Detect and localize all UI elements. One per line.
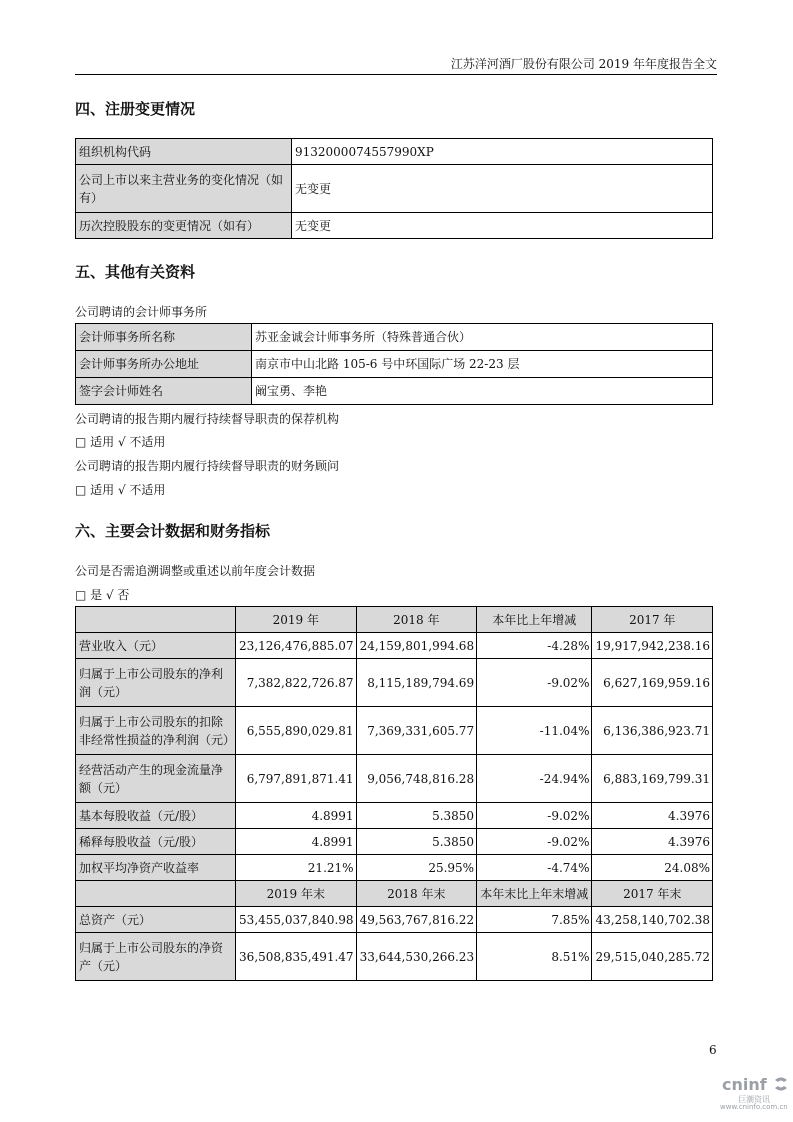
cell-change: -4.28% xyxy=(477,633,592,659)
advisor-choice: □ 适用 √ 不适用 xyxy=(75,483,166,497)
column-header: 本年末比上年末增减 xyxy=(477,881,592,907)
cell-change: -11.04% xyxy=(477,707,592,755)
cell-change: -9.02% xyxy=(477,803,592,829)
cell-2018: 49,563,767,816.22 xyxy=(356,907,477,933)
table-row xyxy=(76,855,713,881)
cell-2018: 24,159,801,994.68 xyxy=(356,633,477,659)
sponsor-choice: □ 适用 √ 不适用 xyxy=(75,435,166,449)
row-label: 公司上市以来主营业务的变化情况（如有） xyxy=(76,165,292,213)
cell-2019: 6,555,890,029.81 xyxy=(236,707,357,755)
row-value: 南京市中山北路 105-6 号中环国际广场 22-23 层 xyxy=(252,351,713,378)
cell-2018: 5.3850 xyxy=(356,829,477,855)
cell-2019: 4.8991 xyxy=(236,829,357,855)
cninfo-logo xyxy=(716,1075,793,1115)
row-label: 会计师事务所办公地址 xyxy=(76,351,252,378)
cell-2017: 24.08% xyxy=(592,855,713,881)
report-header-title: 江苏洋河酒厂股份有限公司 2019 年年度报告全文 xyxy=(450,57,717,71)
table-row xyxy=(76,659,713,707)
restatement-question: 公司是否需追溯调整或重述以前年度会计数据 xyxy=(75,564,316,578)
table-row xyxy=(76,803,713,829)
cell-change: 8.51% xyxy=(477,933,592,981)
row-label: 经营活动产生的现金流量净额（元） xyxy=(76,755,236,803)
row-value: 苏亚金诚会计师事务所（特殊普通合伙） xyxy=(252,324,713,351)
cell-2018: 25.95% xyxy=(356,855,477,881)
column-header: 2018 年 xyxy=(356,607,477,633)
row-label: 归属于上市公司股东的扣除非经常性损益的净利润（元） xyxy=(76,707,236,755)
header-divider xyxy=(75,74,717,75)
cell-2018: 9,056,748,816.28 xyxy=(356,755,477,803)
cell-2018: 5.3850 xyxy=(356,803,477,829)
column-header: 2017 年末 xyxy=(592,881,713,907)
cell-change: -9.02% xyxy=(477,659,592,707)
row-label: 签字会计师姓名 xyxy=(76,378,252,405)
cell-2017: 29,515,040,285.72 xyxy=(592,933,713,981)
row-label: 总资产（元） xyxy=(76,907,236,933)
cell-2017: 4.3976 xyxy=(592,803,713,829)
auditor-table xyxy=(75,323,713,405)
cell-2018: 8,115,189,794.69 xyxy=(356,659,477,707)
row-label: 组织机构代码 xyxy=(76,139,292,165)
sponsor-text: 公司聘请的报告期内履行持续督导职责的保荐机构 xyxy=(75,412,340,426)
row-label: 会计师事务所名称 xyxy=(76,324,252,351)
table-row xyxy=(76,378,713,405)
logo-url: www.cninfo.com.cn xyxy=(720,1103,788,1111)
cell-2017: 6,883,169,799.31 xyxy=(592,755,713,803)
row-value: 阚宝勇、李艳 xyxy=(252,378,713,405)
logo-subtitle: 巨潮资讯 xyxy=(738,1095,770,1104)
registration-change-table xyxy=(75,138,713,239)
section6-heading: 六、主要会计数据和财务指标 xyxy=(75,522,271,540)
row-label: 稀释每股收益（元/股） xyxy=(76,829,236,855)
cell-change: -9.02% xyxy=(477,829,592,855)
cell-2019: 4.8991 xyxy=(236,803,357,829)
auditor-intro: 公司聘请的会计师事务所 xyxy=(75,305,208,319)
column-header: 2017 年 xyxy=(592,607,713,633)
cell-2017: 4.3976 xyxy=(592,829,713,855)
advisor-text: 公司聘请的报告期内履行持续督导职责的财务顾问 xyxy=(75,459,340,473)
table-row xyxy=(76,165,713,213)
row-label: 加权平均净资产收益率 xyxy=(76,855,236,881)
cell-2019: 7,382,822,726.87 xyxy=(236,659,357,707)
page-number: 6 xyxy=(709,1043,717,1057)
table-row xyxy=(76,933,713,981)
column-header xyxy=(76,607,236,633)
logo-wordmark: cninf xyxy=(722,1075,767,1094)
table-row xyxy=(76,213,713,239)
column-header: 本年比上年增减 xyxy=(477,607,592,633)
row-label: 营业收入（元） xyxy=(76,633,236,659)
cell-change: -24.94% xyxy=(477,755,592,803)
cell-change: 7.85% xyxy=(477,907,592,933)
cell-change: -4.74% xyxy=(477,855,592,881)
cell-2019: 6,797,891,871.41 xyxy=(236,755,357,803)
row-value: 无变更 xyxy=(292,213,713,239)
column-header xyxy=(76,881,236,907)
cell-2017: 43,258,140,702.38 xyxy=(592,907,713,933)
cell-2017: 6,627,169,959.16 xyxy=(592,659,713,707)
cell-2018: 33,644,530,266.23 xyxy=(356,933,477,981)
logo-swirl-icon xyxy=(772,1076,790,1092)
row-label: 历次控股股东的变更情况（如有） xyxy=(76,213,292,239)
table-row xyxy=(76,139,713,165)
cell-2017: 6,136,386,923.71 xyxy=(592,707,713,755)
cell-2019: 36,508,835,491.47 xyxy=(236,933,357,981)
table-header-row xyxy=(76,881,713,907)
section5-heading: 五、其他有关资料 xyxy=(75,263,196,281)
table-header-row xyxy=(76,607,713,633)
column-header: 2018 年末 xyxy=(356,881,477,907)
column-header: 2019 年 xyxy=(236,607,357,633)
table-row xyxy=(76,755,713,803)
cell-2017: 19,917,942,238.16 xyxy=(592,633,713,659)
table-row xyxy=(76,351,713,378)
table-row xyxy=(76,633,713,659)
column-header: 2019 年末 xyxy=(236,881,357,907)
table-row xyxy=(76,324,713,351)
cell-2019: 21.21% xyxy=(236,855,357,881)
row-label: 归属于上市公司股东的净资产（元） xyxy=(76,933,236,981)
restatement-answer: □ 是 √ 否 xyxy=(75,588,130,602)
section4-heading: 四、注册变更情况 xyxy=(75,100,196,118)
row-value: 9132000074557990XP xyxy=(292,139,713,165)
table-row xyxy=(76,907,713,933)
row-label: 归属于上市公司股东的净利润（元） xyxy=(76,659,236,707)
row-value: 无变更 xyxy=(292,165,713,213)
table-row xyxy=(76,707,713,755)
financial-data-table xyxy=(75,606,713,981)
table-row xyxy=(76,829,713,855)
row-label: 基本每股收益（元/股） xyxy=(76,803,236,829)
cell-2019: 53,455,037,840.98 xyxy=(236,907,357,933)
cell-2018: 7,369,331,605.77 xyxy=(356,707,477,755)
cell-2019: 23,126,476,885.07 xyxy=(236,633,357,659)
